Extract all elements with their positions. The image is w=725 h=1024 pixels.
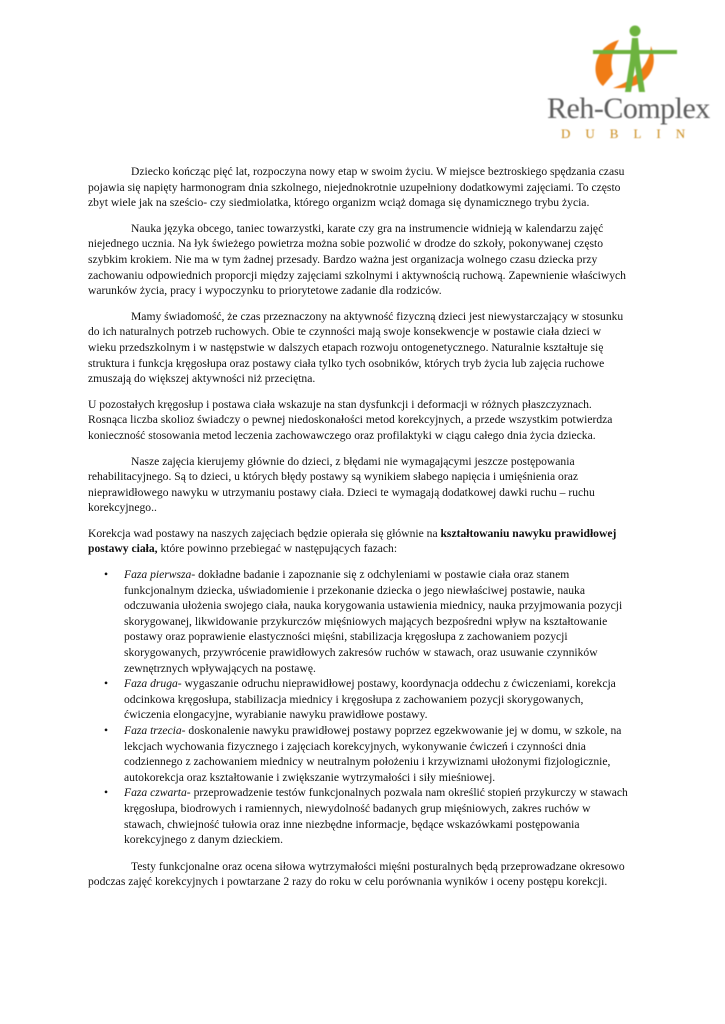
- list-item: [104, 567, 631, 676]
- bullet-icon: •: [104, 568, 109, 582]
- intro-bold-text: kształtowaniu nawyku prawidłowej postawy ciała,: [88, 526, 617, 556]
- list-item: [104, 785, 631, 847]
- phase-text: wygaszanie odruchu nieprawidłowej postawy, koordynacja oddechu z ćwiczeniami, korekcja odcinkowa kręgosłupa, stabilizacja miednicy i kręgosłupa z zachowaniem pozycji skorygowanych, ćwiczenia elongacyjne, wyrabianie nawyku prawidłowe postawy.: [124, 677, 616, 722]
- logo-figure-icon: [533, 20, 713, 100]
- paragraph: Mamy świadomość, że czas przeznaczony na aktywność fizyczną dzieci jest niewystarczający w stosunku do ich naturalnych potrzeb ruchowych. Obie te czynności mają swoje konsekwencje w postawie ciała dzieci w wieku przedszkolnym i w następstwie w dalszych etapach rozwoju ontogenetycznego. Naturalnie kształtuje się struktura i funkcja kręgosłupa oraz postawy ciała tylko tych osobników, których tryb życia lub zajęcia ruchowe zmuszają do większej aktywności niż przeciętna.: [88, 309, 624, 386]
- bullet-icon: •: [104, 724, 109, 737]
- phases-list: [88, 567, 631, 848]
- document-body: [88, 164, 631, 900]
- list-item: [104, 676, 631, 723]
- phase-text: przeprowadzenie testów funkcjonalnych pozwala nam określić stopień przykurczy w stawach kręgosłupa, biodrowych i ramiennych, niewydolność badanych grup mięśniowych, zakres ruchów w stawach, chwiejność tułowia oraz inne niezbędne informacje, będące wskazówkami postępowania korekcyjnego z danym dzieckiem.: [124, 786, 628, 847]
- closing-paragraph: Testy funkcjonalne oraz ocena siłowa wytrzymałości mięśni posturalnych będą przeprowadzane okresowo podczas zajęć korekcyjnych i powtarzane 2 razy do roku w celu porównania wyników i oceny postępu korekcji.: [88, 859, 625, 889]
- phase-label: Faza czwarta-: [124, 786, 191, 800]
- paragraph: Nasze zajęcia kierujemy głównie do dzieci, z błędami nie wymagającymi jeszcze postępowania rehabilitacyjnego. Są to dzieci, u których błędy postawy są wynikiem słabego napięcia i umięśnienia oraz nieprawidłowego nawyku w utrzymaniu postawy ciała. Dzieci te wymagają dodatkowej dawki ruchu – ruchu korekcyjnego..: [88, 454, 595, 515]
- intro-text: Korekcja wad postawy na naszych zajęciach będzie opierała się głównie na: [88, 526, 441, 540]
- intro-paragraph: [88, 526, 631, 557]
- paragraph: Dziecko kończąc pięć lat, rozpoczyna nowy etap w swoim życiu. W miejsce beztroskiego spędzania czasu pojawia się napięty harmonogram dnia szkolnego, niejednokrotnie uzupełniony dodatkowymi zajęciami. To często zbyt wiele jak na sześcio- czy siedmiolatka, którego organizm wciąż domaga się dynamicznego trybu życia.: [88, 165, 625, 210]
- list-item: [104, 723, 631, 785]
- phase-text: doskonalenie nawyku prawidłowej postawy poprzez egzekwowanie jej w domu, w szkole, na lekcjach wychowania fizycznego i zajęciach korekcyjnych, wykonywanie ćwiczeń i czynności dnia codziennego z zachowaniem miednicy w neutralnym położeniu i krzywiznami ułożonymi fizjologicznie, autokorekcja oraz kształtowanie i zwiększanie wytrzymałości i siły mieśniowej.: [124, 724, 622, 784]
- phase-label: Faza druga-: [124, 677, 182, 691]
- phase-label: Faza trzecia-: [124, 724, 186, 737]
- logo-name: Reh-Complex: [547, 92, 710, 125]
- company-logo: [533, 20, 713, 150]
- paragraph: Nauka języka obcego, taniec towarzystki, karate czy gra na instrumencie widnieją w kalendarzu zajęć niejednego ucznia. Na łyk świeżego powietrza można sobie pozwolić w drodze do szkoły, pokonywanej często szybkim krokiem. Nie ma w tym żadnej przesady. Bardzo ważna jest organizacja wolnego czasu dziecka przy zachowaniu odpowiednich proporcji między zajęciami szkolnymi i aktywnością ruchową. Zapewnienie właściwych warunków życia, pracy i wypoczynku to priorytetowe zadanie dla rodziców.: [88, 221, 626, 298]
- bullet-icon: •: [104, 786, 109, 800]
- intro-text-end: które powinno przebiegać w następujących fazach:: [157, 542, 398, 556]
- bullet-icon: •: [104, 677, 109, 691]
- phase-text: dokładne badanie i zapoznanie się z odchyleniami w postawie ciała oraz stanem funkcjonalnym dziecka, uświadomienie i przekonanie dziecka o jego niewłaściwej postawie, nauka odczuwania ułożenia swojego ciała, nauka korygowania ustawienia miednicy, nauka przyjmowania pozycji skorygowanej, likwidowanie przykurczów mięśniowych mających bezpośredni wpływ na kształtowanie postawy oraz poprawienie elastyczności mięśni, stabilizacja kręgosłupa z zachowaniem pozycji skorygowanych, przywrócenie prawidłowych zakresów ruchów w stawach, oraz usuwanie czynników zewnętrznych wpływających na postawę.: [124, 568, 623, 675]
- logo-subtitle: DUBLIN: [561, 126, 701, 141]
- paragraph: U pozostałych kręgosłup i postawa ciała wskazuje na stan dysfunkcji i deformacji w różnych płaszczyznach. Rosnąca liczba skolioz świadczy o pewnej niedoskonałości metod korekcyjnych, a przede wszystkim potwierdza konieczność stosowania metod leczenia zachowawczego oraz profilaktyki w ciągu całego dnia życia dziecka.: [88, 397, 613, 442]
- phase-label: Faza pierwsza-: [124, 568, 196, 582]
